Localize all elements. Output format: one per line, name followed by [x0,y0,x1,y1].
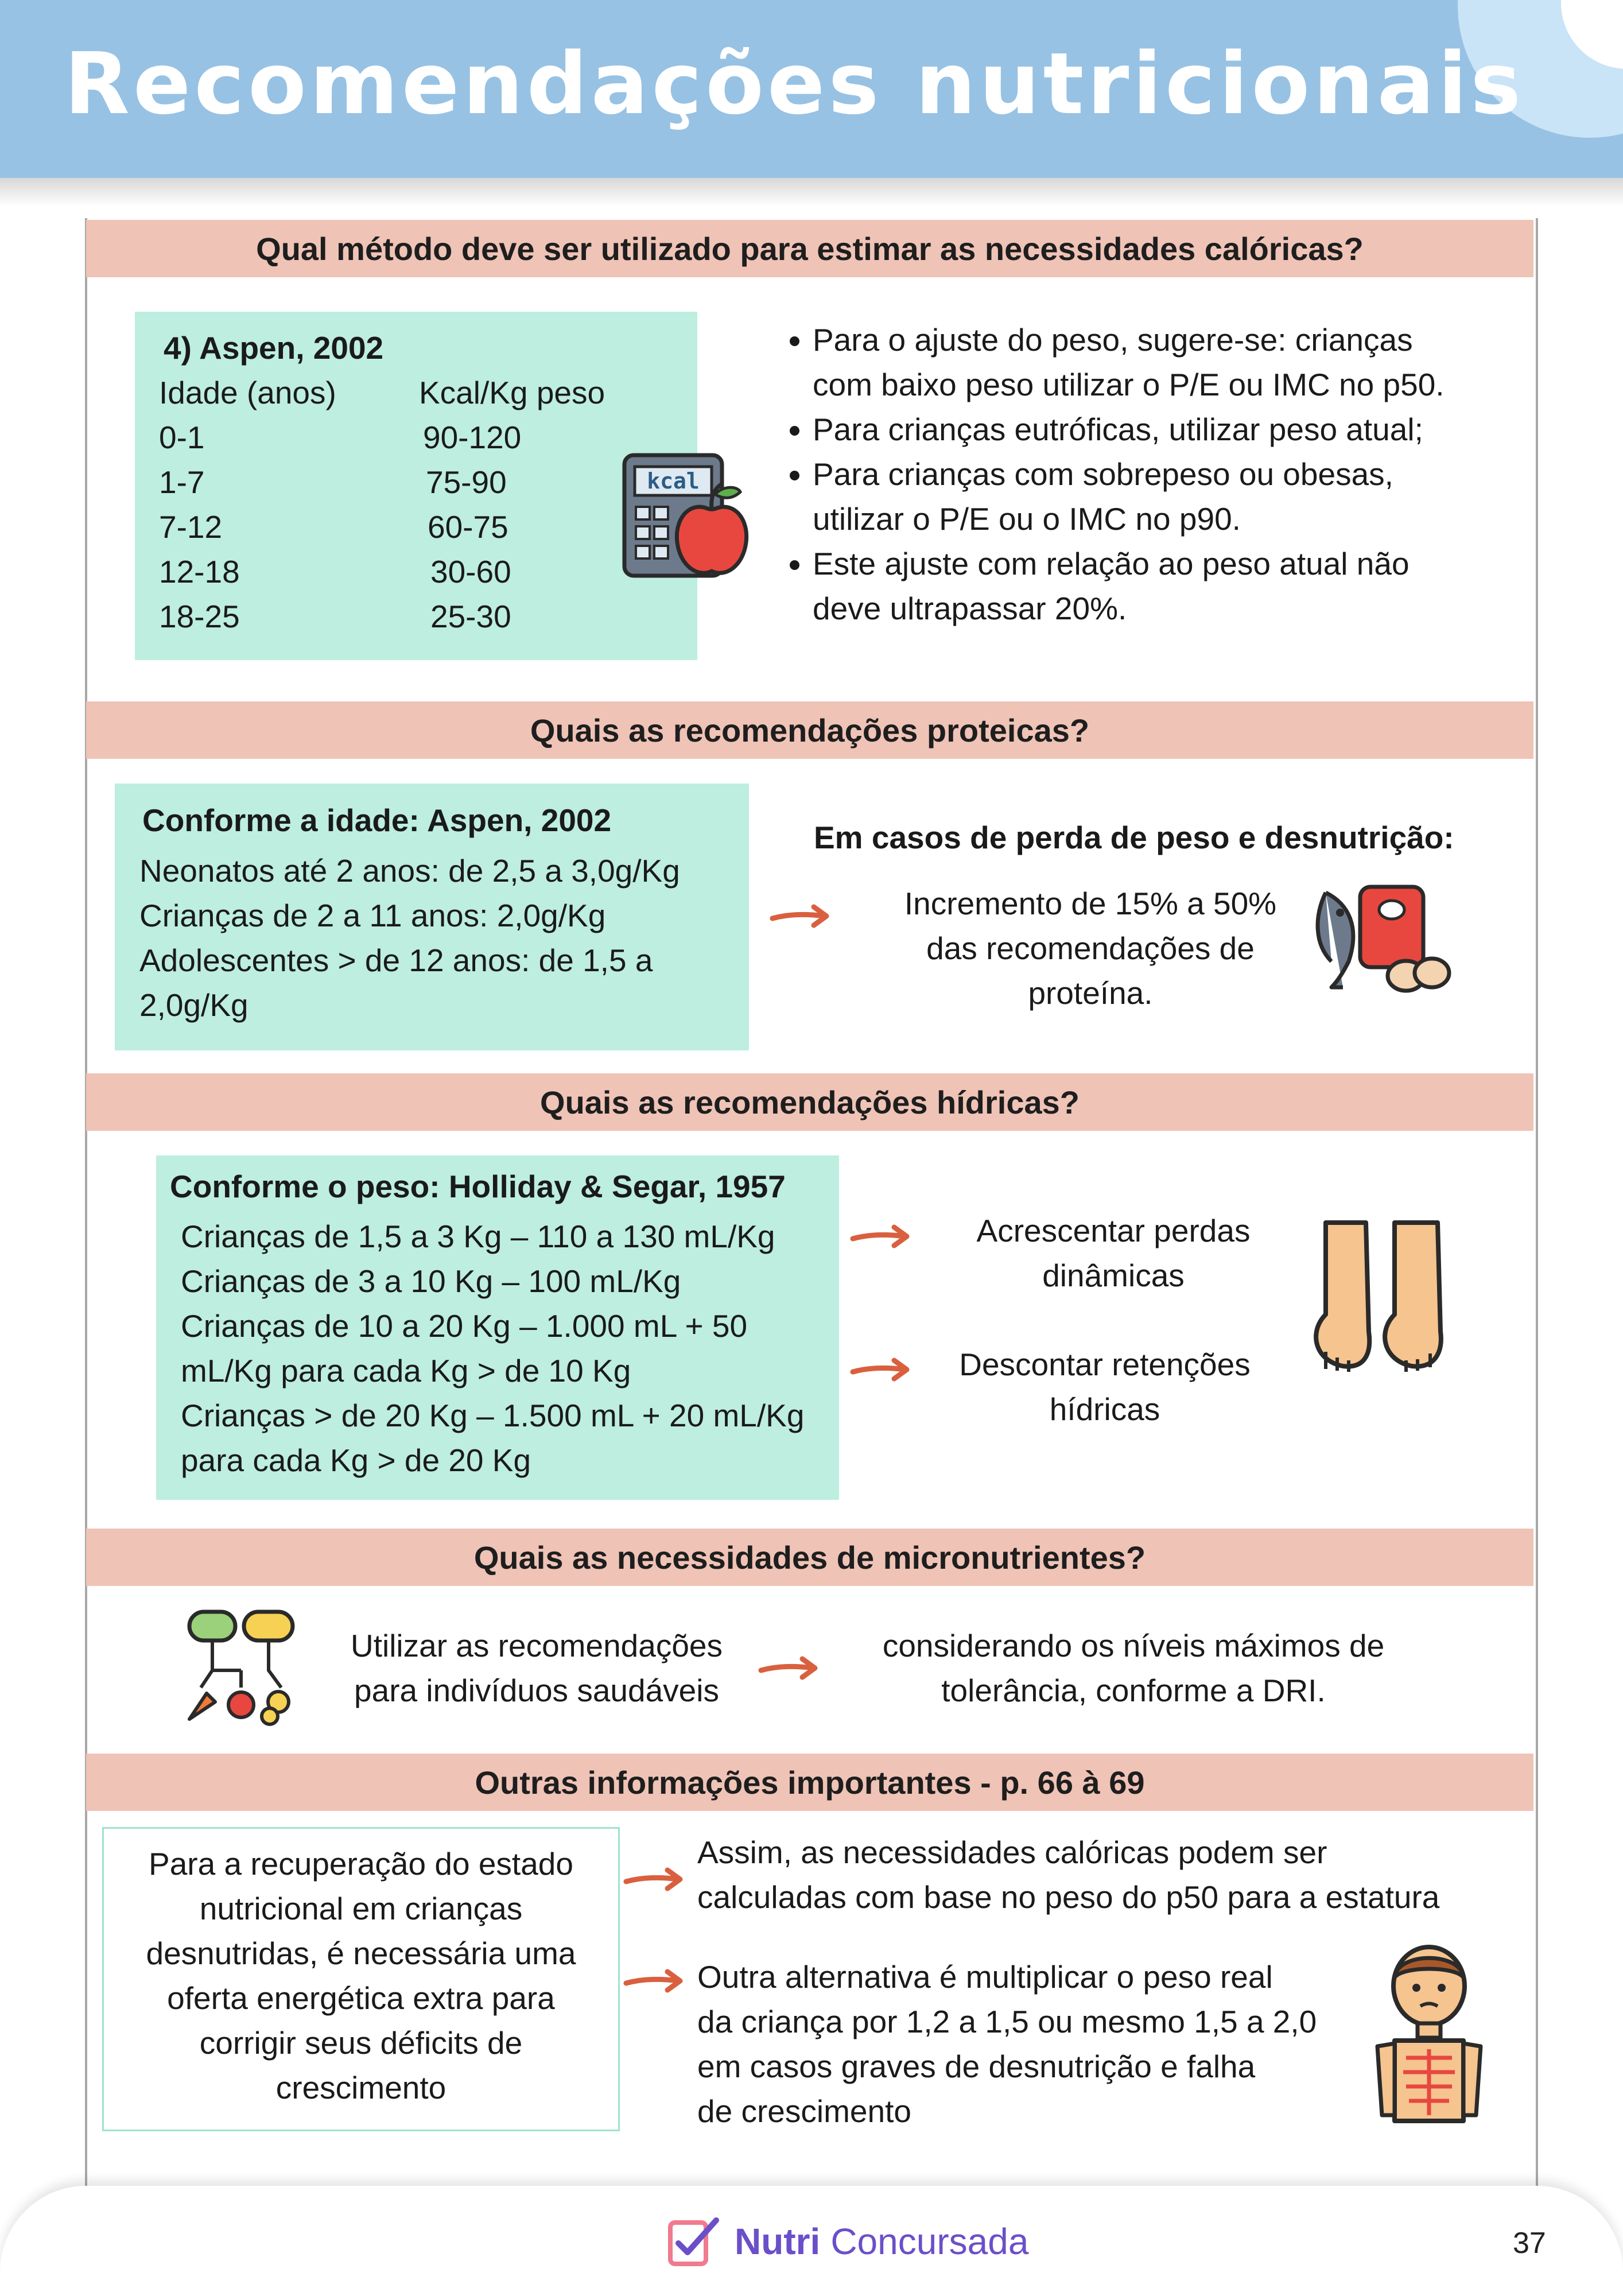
water-note-retention [918,1342,1291,1432]
brand-name-concursada: Concursada [830,2221,1029,2262]
section-heading-water: Quais as recomendações hídricas? [86,1073,1533,1131]
calorie-table-header-kcal: Kcal/Kg peso [419,375,605,410]
bullet-item [813,407,1559,452]
protein-increment-line: proteína. [1028,975,1153,1011]
bullet-item [813,541,1559,631]
water-line: Crianças de 3 a 10 Kg – 100 mL/Kg [181,1263,681,1299]
calorie-row-kcal: 30-60 [430,554,511,589]
water-note-line: dinâmicas [1042,1258,1185,1293]
note-line: calculadas com base no peso do p50 para a estatura [697,1879,1440,1915]
bullet-line: Para crianças com sobrepeso ou obesas, [813,456,1393,492]
water-note-line: Acrescentar perdas [976,1213,1251,1248]
bullet-line: utilizar o P/E ou o IMC no p90. [813,501,1241,537]
protein-line: Neonatos até 2 anos: de 2,5 a 3,0g/Kg [139,853,680,889]
arrow-right-icon [849,1355,913,1383]
calorie-table-header-age: Idade (anos) [159,375,336,410]
calorie-row-age: 0-1 [159,420,205,455]
protein-increment-line: das recomendações de [926,930,1255,966]
protein-increment-line: Incremento de 15% a 50% [904,886,1277,921]
water-note-losses [924,1208,1303,1298]
arrow-right-icon [758,1653,821,1682]
brand-name-nutri: Nutri [735,2221,821,2262]
weight-multiplier-note [697,1954,1317,2134]
recovery-line: crescimento [275,2070,446,2105]
calculator-label: kcal [647,468,700,494]
recovery-line: nutricional em crianças [199,1891,523,1926]
water-line: mL/Kg para cada Kg > de 10 Kg [181,1353,631,1389]
water-line: Crianças de 1,5 a 3 Kg – 110 a 130 mL/Kg [181,1219,775,1254]
page-title: Recomendações nutricionais [64,34,1525,133]
water-note-line: Descontar retenções [959,1347,1251,1382]
calorie-row-kcal: 25-30 [430,599,511,634]
section-heading-other-info: Outras informações importantes - p. 66 à 69 [86,1754,1533,1811]
protein-line: 2,0g/Kg [139,987,249,1023]
supplements-icon [184,1607,298,1728]
calorie-row-age: 1-7 [159,464,205,500]
bullet-line: com baixo peso utilizar o P/E ou IMC no p50. [813,367,1445,402]
note-line: Outra alternativa é multiplicar o peso real [697,1959,1273,1995]
caloric-p50-note [697,1830,1439,1919]
section-heading-micronutrients: Quais as necessidades de micronutrientes? [86,1529,1533,1586]
water-box-title: Conforme o peso: Holliday & Segar, 1957 [170,1169,786,1204]
bullet-item [813,317,1559,407]
arrow-right-icon [849,1221,913,1250]
weight-loss-title: Em casos de perda de peso e desnutrição: [814,820,1454,855]
note-line: Assim, as necessidades calóricas podem ser [697,1835,1327,1870]
swollen-feet-icon [1303,1217,1458,1375]
arrow-right-icon [623,1966,686,1995]
micronutrient-left-text [319,1623,755,1713]
protein-foods-icon [1314,881,1452,996]
malnourished-child-icon [1372,1943,1486,2127]
calorie-row-age: 7-12 [159,509,223,545]
page-header [0,0,1623,178]
note-line: de crescimento [697,2093,911,2129]
recovery-line: corrigir seus déficits de [199,2025,523,2061]
section-heading-calories: Qual método deve ser utilizado para estimar as necessidades calóricas? [86,220,1533,277]
calorie-row-kcal: 60-75 [428,509,508,545]
protein-box-title: Conforme a idade: Aspen, 2002 [142,802,612,838]
calorie-row-age: 18-25 [159,599,240,634]
bullet-item [813,452,1559,541]
protein-line: Adolescentes > de 12 anos: de 1,5 a [139,943,653,978]
bullet-line: deve ultrapassar 20%. [813,591,1127,626]
arrow-right-icon [769,901,832,930]
arrow-right-icon [623,1864,686,1893]
protein-increment-text [849,881,1331,1015]
note-line: da criança por 1,2 a 1,5 ou mesmo 1,5 a 2,0 [697,2004,1317,2039]
protein-line: Crianças de 2 a 11 anos: 2,0g/Kg [139,898,606,933]
nutritional-recovery-text [102,1841,620,2110]
section-heading-protein: Quais as recomendações proteicas? [86,701,1533,759]
calculator-apple-icon [620,451,758,583]
checklist-logo-icon [666,2216,723,2267]
recovery-line: Para a recuperação do estado [149,1846,573,1882]
micronutrient-line: tolerância, conforme a DRI. [941,1673,1326,1708]
header-shadow [0,178,1623,207]
water-line: Crianças > de 20 Kg – 1.500 mL + 20 mL/Kg [181,1398,805,1433]
bullet-line: Para o ajuste do peso, sugere-se: crianças [813,322,1413,358]
bullet-line: Para crianças eutróficas, utilizar peso atual; [813,412,1423,447]
calorie-row-kcal: 90-120 [423,420,522,455]
calorie-table-title: 4) Aspen, 2002 [164,330,384,366]
calorie-row-kcal: 75-90 [426,464,507,500]
micronutrient-line: considerando os níveis máximos de [882,1628,1385,1663]
brand-logo [666,2216,1028,2267]
water-line: Crianças de 10 a 20 Kg – 1.000 mL + 50 [181,1308,748,1344]
calorie-adjustment-list [772,317,1559,631]
water-line: para cada Kg > de 20 Kg [181,1442,531,1478]
recovery-line: desnutridas, é necessária uma [146,1936,576,1971]
micronutrient-right-text [838,1623,1429,1713]
calorie-row-age: 12-18 [159,554,240,589]
water-note-line: hídricas [1049,1391,1160,1427]
page-number: 37 [1513,2227,1546,2260]
note-line: em casos graves de desnutrição e falha [697,2049,1256,2084]
micronutrient-line: para indivíduos saudáveis [354,1673,719,1708]
bullet-line: Este ajuste com relação ao peso atual não [813,546,1410,581]
micronutrient-line: Utilizar as recomendações [350,1628,723,1663]
recovery-line: oferta energética extra para [167,1980,555,2016]
